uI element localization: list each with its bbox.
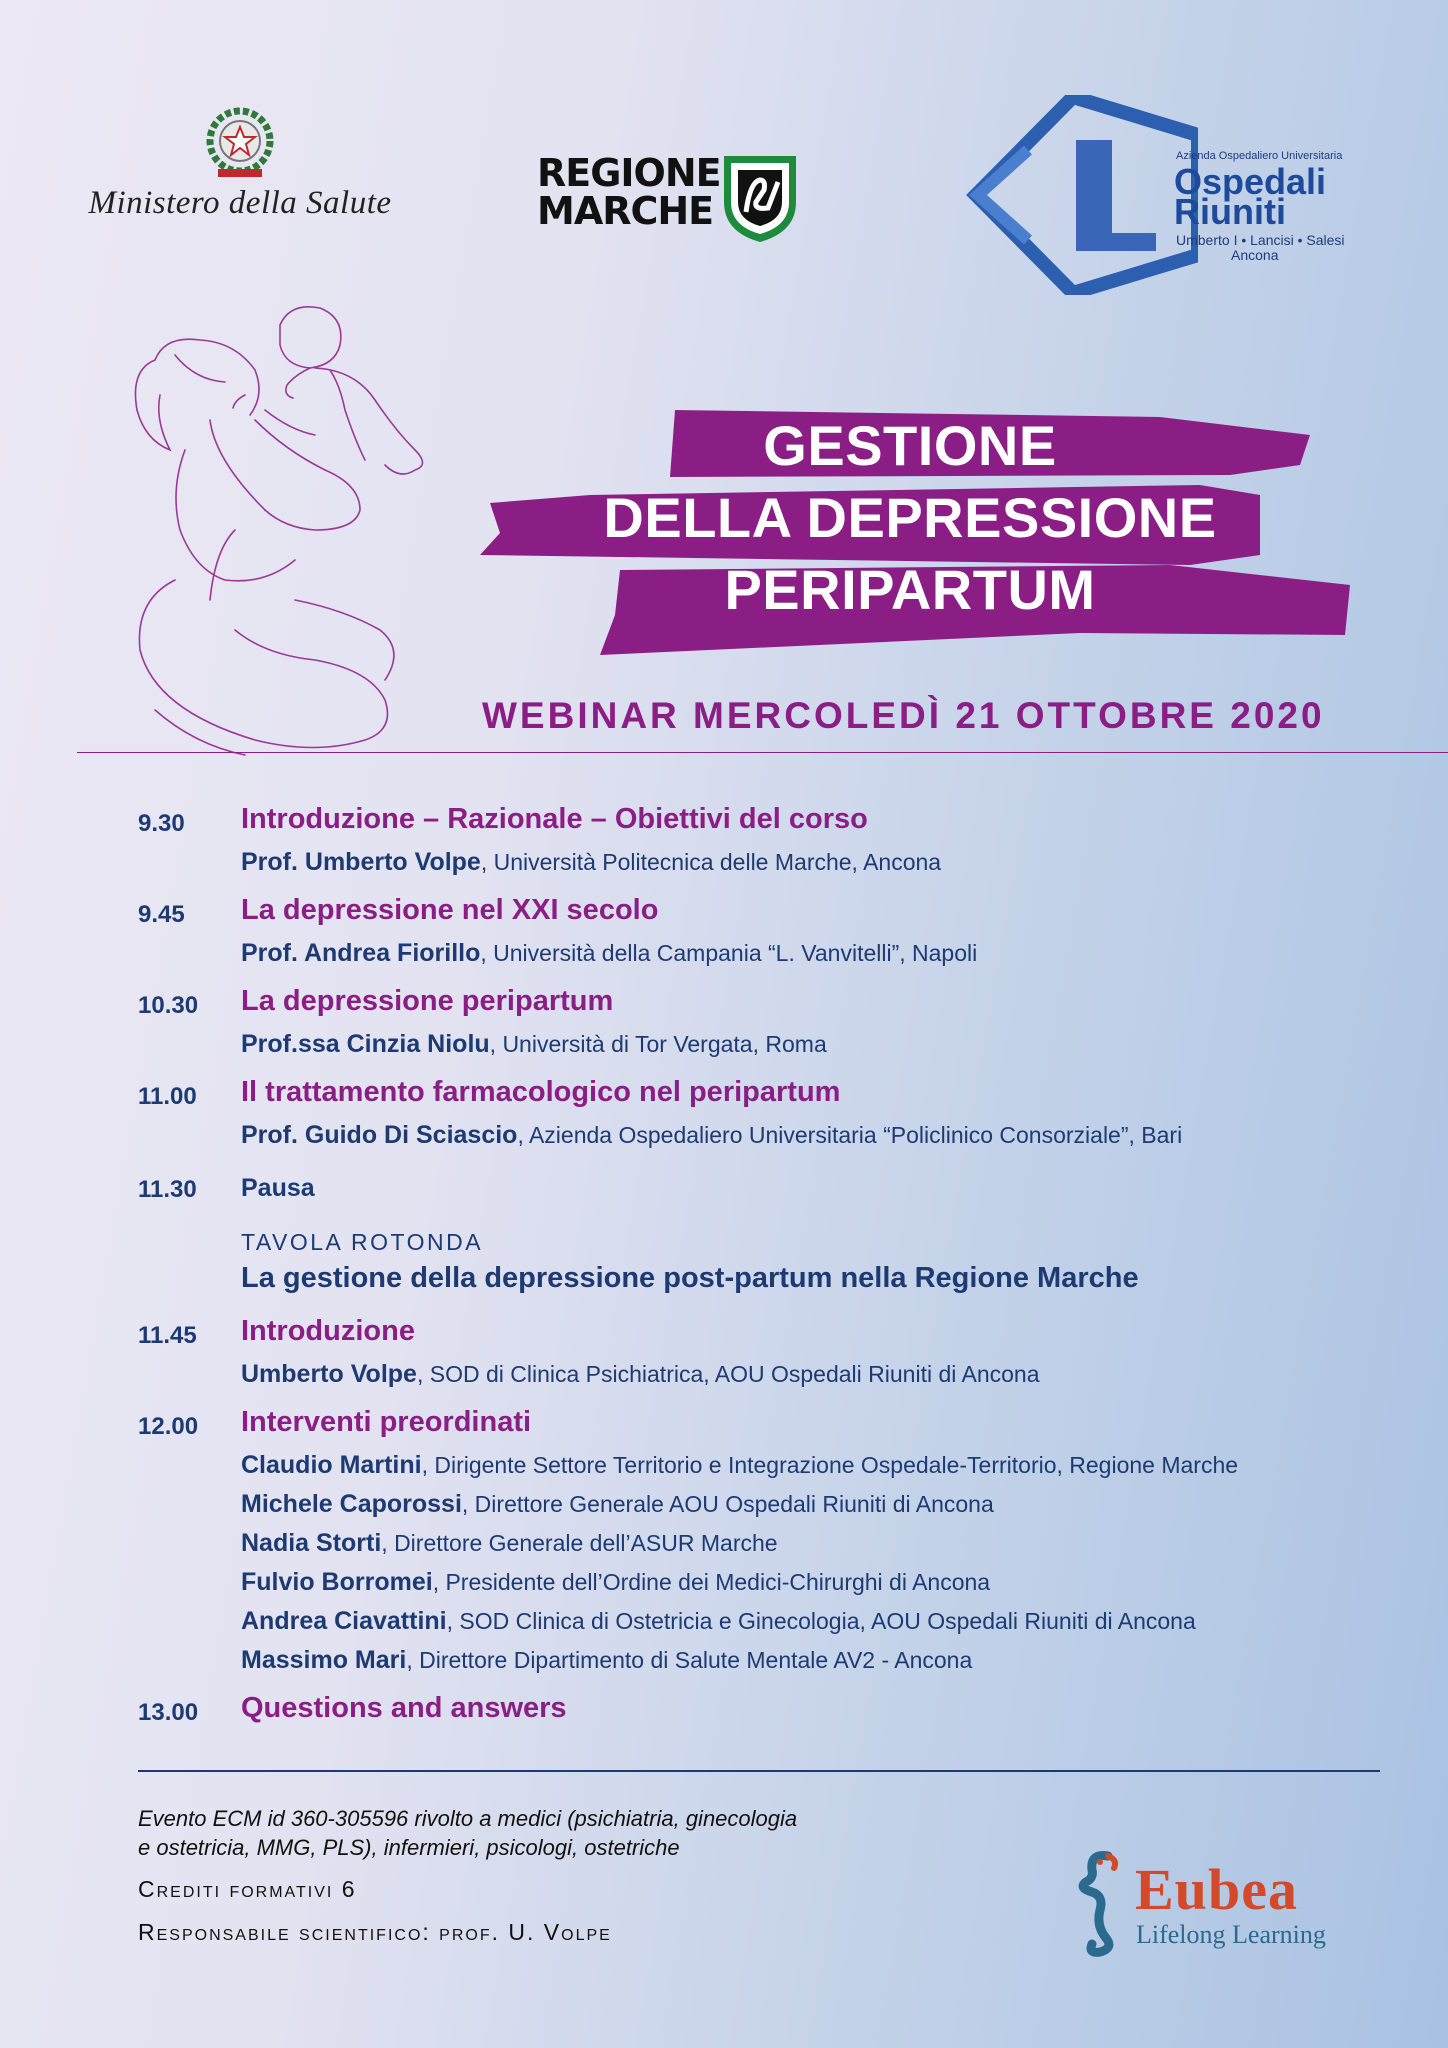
divider (77, 752, 1448, 753)
ospedali-riuniti-logo (948, 95, 1348, 295)
tavola-rotonda-title: La gestione della depressione post-partum nella Regione Marche (241, 1262, 1139, 1294)
session-title: Introduzione – Razionale – Obiettivi del corso (241, 803, 868, 835)
speaker-name: Umberto Volpe (241, 1360, 417, 1388)
title-line-2: DELLA DEPRESSIONE (603, 486, 1217, 549)
italian-emblem-icon (200, 105, 280, 185)
ministero-name: Ministero della Salute (88, 185, 392, 221)
speaker-line (241, 1568, 990, 1597)
eubea-logo (1070, 1848, 1370, 1958)
seahorse-icon (1070, 1848, 1130, 1958)
speaker-name: Andrea Ciavattini (241, 1607, 447, 1635)
session-time: 9.30 (138, 810, 185, 837)
session-time: 11.45 (138, 1322, 197, 1349)
title-line-3: PERIPARTUM (724, 558, 1096, 621)
speaker-name: Fulvio Borromei (241, 1568, 433, 1596)
speaker-line (241, 1451, 1238, 1480)
speaker-name: Massimo Mari (241, 1646, 407, 1674)
speaker-role: , Direttore Generale AOU Ospedali Riuniti di Ancona (461, 1491, 994, 1517)
speaker-role: , Direttore Dipartimento di Salute Mentale AV2 - Ancona (406, 1647, 973, 1673)
session-speaker-line (241, 1030, 827, 1059)
title-line-1: GESTIONE (763, 414, 1057, 477)
speaker-name: Nadia Storti (241, 1529, 382, 1557)
session-time: 10.30 (138, 992, 199, 1019)
ministero-logo (85, 105, 395, 235)
ecm-line-1: Evento ECM id 360-305596 rivolto a medici (psichiatria, ginecologia (138, 1806, 798, 1831)
marche-line1: REGIONE (537, 151, 721, 195)
footer-divider (138, 1770, 1380, 1772)
ospedali-azienda: Azienda Ospedaliero Universitaria (1176, 150, 1343, 162)
eubea-tagline: Lifelong Learning (1136, 1920, 1326, 1949)
speaker-name: Claudio Martini (241, 1451, 422, 1479)
session-speaker-line (241, 939, 977, 968)
ospedali-name2: Riuniti (1174, 191, 1286, 232)
session-time: 12.00 (138, 1413, 199, 1440)
speaker-role: , Dirigente Settore Territorio e Integrazione Ospedale-Territorio, Regione Marche (421, 1452, 1239, 1478)
speaker-affiliation: , Università Politecnica delle Marche, Ancona (480, 849, 942, 875)
pausa-label: Pausa (241, 1174, 315, 1202)
session-title: Interventi preordinati (241, 1406, 532, 1438)
speaker-affiliation: , Università di Tor Vergata, Roma (489, 1031, 827, 1057)
ospedali-chevron-icon (948, 95, 1198, 295)
speaker-affiliation: , Azienda Ospedaliero Universitaria “Policlinico Consorziale”, Bari (517, 1122, 1183, 1148)
session-speaker-line (241, 1360, 1040, 1389)
session-time: 11.00 (138, 1083, 197, 1110)
ospedali-name1: Ospedali (1174, 161, 1327, 202)
session-time: 13.00 (138, 1699, 199, 1726)
session-time: 9.45 (138, 901, 185, 928)
ospedali-sub2: Ancona (1231, 247, 1279, 263)
speaker-role: , Presidente dell’Ordine dei Medici-Chirurghi di Ancona (432, 1569, 991, 1595)
title-banner (470, 405, 1350, 660)
speaker-name: Prof. Andrea Fiorillo (241, 939, 481, 967)
ecm-line-2: e ostetricia, MMG, PLS), infermieri, psicologi, ostetriche (138, 1835, 680, 1860)
ospedali-sub1: Umberto I • Lancisi • Salesi (1176, 232, 1345, 248)
session-speaker-line (241, 1121, 1182, 1150)
webinar-date: WEBINAR MERCOLEDÌ 21 OTTOBRE 2020 (482, 695, 1325, 736)
crediti-formativi: Crediti formativi 6 (138, 1876, 357, 1902)
speaker-role: , SOD Clinica di Ostetricia e Ginecologia, AOU Ospedali Riuniti di Ancona (446, 1608, 1196, 1634)
speaker-line (241, 1646, 972, 1675)
pausa-time: 11.30 (138, 1176, 197, 1203)
session-title: Il trattamento farmacologico nel peripartum (241, 1076, 841, 1108)
eubea-name: Eubea (1135, 1857, 1298, 1922)
session-title: La depressione peripartum (241, 985, 614, 1017)
session-speaker-line (241, 848, 941, 877)
speaker-affiliation: , Università della Campania “L. Vanvitelli”, Napoli (480, 940, 978, 966)
speaker-name: Michele Caporossi (241, 1490, 462, 1518)
speaker-name: Prof. Umberto Volpe (241, 848, 481, 876)
speaker-name: Prof.ssa Cinzia Niolu (241, 1030, 490, 1058)
speaker-name: Prof. Guido Di Sciascio (241, 1121, 518, 1149)
marche-line2: MARCHE (537, 189, 714, 233)
speaker-affiliation: , SOD di Clinica Psichiatrica, AOU Ospedali Riuniti di Ancona (416, 1361, 1040, 1387)
speaker-line (241, 1529, 778, 1558)
tavola-rotonda-label: TAVOLA ROTONDA (241, 1229, 484, 1255)
session-title: Questions and answers (241, 1692, 567, 1724)
mother-baby-illustration (115, 300, 445, 760)
speaker-line (241, 1490, 994, 1519)
regione-marche-logo (537, 150, 807, 250)
responsabile-scientifico: Responsabile scientifico: prof. U. Volpe (138, 1919, 612, 1945)
marche-shield-icon (720, 152, 800, 246)
session-title: Introduzione (241, 1315, 415, 1347)
session-title: La depressione nel XXI secolo (241, 894, 659, 926)
speaker-line (241, 1607, 1196, 1636)
speaker-role: , Direttore Generale dell’ASUR Marche (381, 1530, 778, 1556)
